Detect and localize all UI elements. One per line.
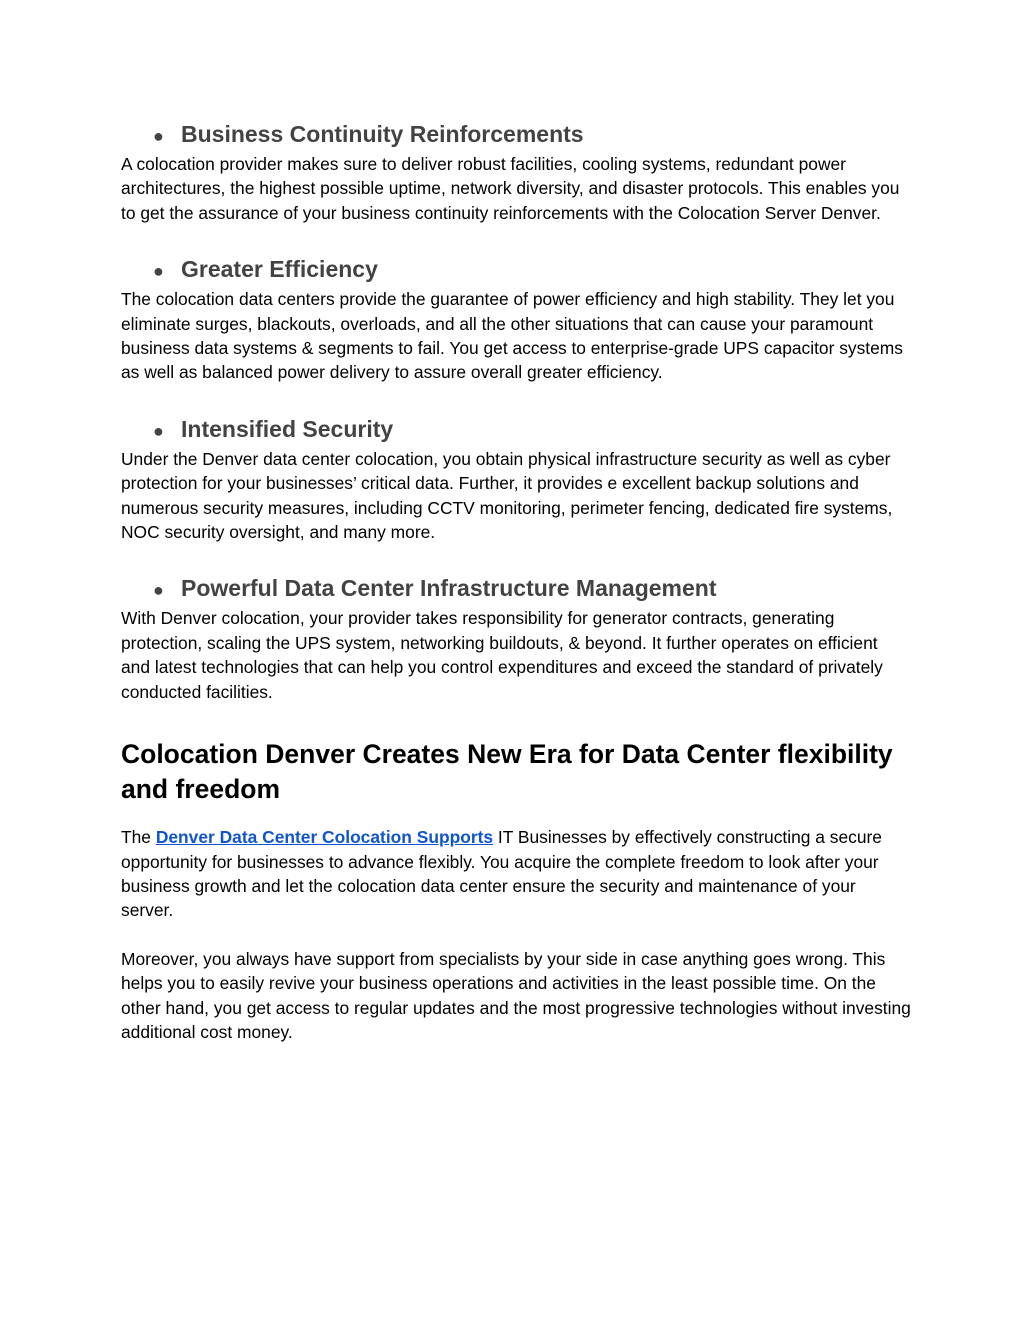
section-body-business-continuity: A colocation provider makes sure to deliver robust facilities, cooling systems, redundant power architectures, the highest possible uptime, network diversity, and disaster protocols. This enables you to get the assurance of your business continuity reinforcements with the Colocation Server Denver. [121, 154, 900, 223]
denver-colocation-link[interactable]: Denver Data Center Colocation Supports [155, 827, 494, 848]
main-heading: Colocation Denver Creates New Era for Data Center flexibility and freedom [121, 739, 893, 805]
section-body-greater-efficiency: The colocation data centers provide the guarantee of power efficiency and high stability. They let you eliminate surges, blackouts, overloads, and all the other situations that can cause your paramount business data systems & segments to fail. You get access to enterprise-grade UPS capacitor systems as well as balanced power delivery to assure overall greater efficiency. [121, 289, 903, 383]
section-heading-infrastructure-management [121, 572, 911, 606]
section-heading-greater-efficiency [121, 253, 911, 287]
intro-prefix: The [121, 827, 156, 848]
section-heading-text: Greater Efficiency [181, 256, 378, 283]
intro-suffix: IT Businesses by effectively constructing a secure opportunity for businesses to advance flexibly. You acquire the complete freedom to look after your business growth and let the colocation data center ensure the security and maintenance of your server. [121, 827, 882, 921]
intro-paragraph [121, 825, 911, 923]
closing-paragraph: Moreover, you always have support from specialists by your side in case anything goes wrong. This helps you to easily revive your business operations and activities in the least possible time. On the other hand, you get access to regular updates and the most progressive technologies without investing additional cost money. [121, 948, 911, 1042]
section-body-infrastructure-management: With Denver colocation, your provider takes responsibility for generator contracts, generating protection, scaling the UPS system, networking buildouts, & beyond. It further operates on efficient and latest technologies that can help you control expenditures and exceed the standard of privately conducted facilities. [121, 608, 883, 702]
section-heading-business-continuity [121, 118, 911, 152]
bullet-icon: ● [153, 580, 164, 601]
section-heading-intensified-security [121, 413, 911, 447]
section-body-intensified-security: Under the Denver data center colocation, you obtain physical infrastructure security as well as cyber protection for your businesses’ critical data. Further, it provides e excellent backup solutions and numerous security measures, including CCTV monitoring, perimeter fencing, dedicated fire systems, NOC security oversight, and many more. [121, 448, 893, 543]
section-heading-text: Intensified Security [181, 415, 394, 442]
section-heading-text: Business Continuity Reinforcements [181, 121, 584, 147]
section-heading-text: Powerful Data Center Infrastructure Management [181, 575, 717, 602]
bullet-icon: ● [153, 126, 164, 146]
bullet-icon: ● [153, 261, 164, 282]
bullet-icon: ● [153, 420, 164, 441]
document-content [121, 118, 911, 1044]
